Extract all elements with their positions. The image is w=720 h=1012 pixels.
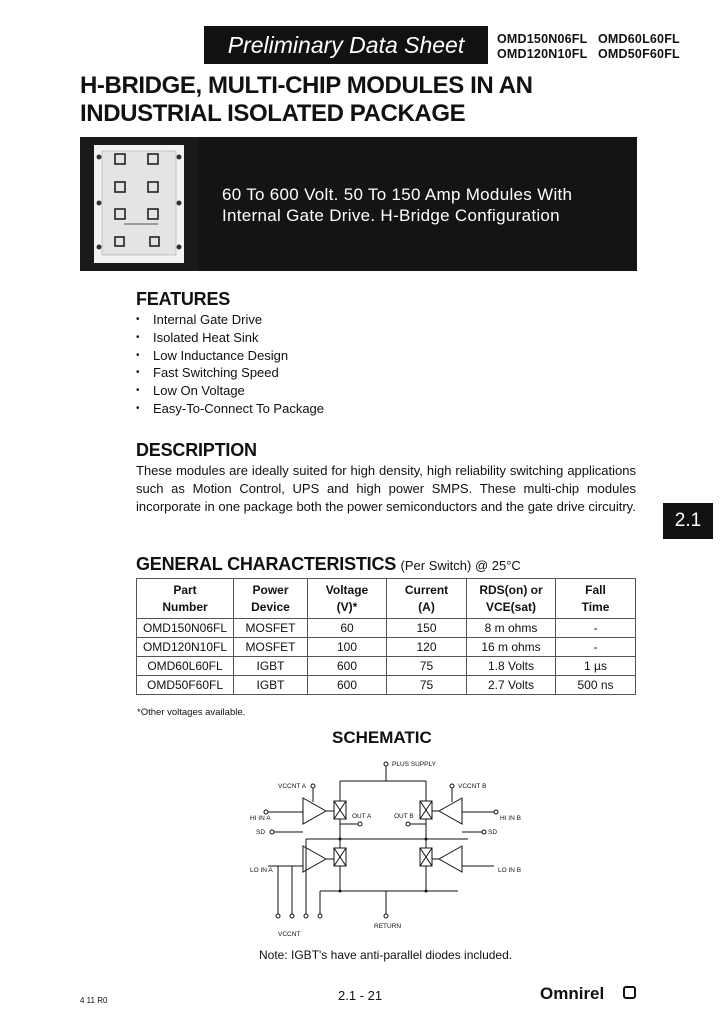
table-cell: 600: [308, 676, 387, 695]
table-header-row: [137, 579, 636, 619]
table-row: [137, 638, 636, 657]
column-header: Current (A): [387, 579, 467, 619]
label-return: RETURN: [374, 923, 402, 930]
brand-name: Omnirel: [540, 984, 605, 1003]
driver-lo-b: [439, 846, 462, 872]
schematic-title: SCHEMATIC: [332, 728, 432, 747]
table-cell: 1.8 Volts: [467, 657, 556, 676]
table-cell: 75: [387, 657, 467, 676]
table-cell: 60: [308, 619, 387, 638]
characteristics-title: GENERAL CHARACTERISTICS: [136, 554, 397, 574]
label-out-b: OUT B: [394, 813, 414, 820]
features-list: [136, 311, 536, 418]
part-code: OMD50F60FL: [598, 47, 680, 61]
table-cell: MOSFET: [234, 619, 308, 638]
label-hi-in-a: HI IN A: [250, 815, 271, 822]
table-cell: 150: [387, 619, 467, 638]
driver-hi-a: [303, 798, 326, 824]
label-vccnt-a: VCCNT A: [278, 783, 307, 790]
characteristics-table: [136, 578, 636, 695]
table-footnote: *Other voltages available.: [137, 707, 246, 718]
table-cell: IGBT: [234, 676, 308, 695]
label-vccnt-b: VCCNT B: [458, 783, 487, 790]
page-number: 2.1 - 21: [338, 988, 383, 1003]
schematic-diagram: [248, 756, 528, 941]
table-cell: 500 ns: [556, 676, 636, 695]
feature-item: • Easy-To-Connect To Package: [136, 400, 536, 418]
table-cell: IGBT: [234, 657, 308, 676]
table-cell: 16 m ohms: [467, 638, 556, 657]
column-header: Voltage (V)*: [308, 579, 387, 619]
footer-code: 4 11 R0: [80, 996, 108, 1005]
schematic-note: Note: IGBT's have anti-parallel diodes included.: [259, 948, 513, 962]
table-cell: 8 m ohms: [467, 619, 556, 638]
table-row: [137, 619, 636, 638]
banner-text: [222, 184, 632, 226]
features-title: FEATURES: [136, 289, 231, 309]
table-cell: OMD60L60FL: [137, 657, 234, 676]
characteristics-subtitle: (Per Switch) @ 25°C: [400, 558, 521, 573]
table-cell: -: [556, 619, 636, 638]
module-photo-graphic: [80, 137, 198, 271]
part-code: OMD120N10FL: [497, 47, 588, 61]
column-header: RDS(on) or VCE(sat): [467, 579, 556, 619]
column-header: Power Device: [234, 579, 308, 619]
label-out-a: OUT A: [352, 813, 372, 820]
table-row: [137, 676, 636, 695]
table-cell: OMD50F60FL: [137, 676, 234, 695]
section-tab: 2.1: [663, 503, 713, 539]
feature-item: • Isolated Heat Sink: [136, 329, 536, 347]
column-header: Fall Time: [556, 579, 636, 619]
heading-line: INDUSTRIAL ISOLATED PACKAGE: [80, 100, 466, 127]
characteristics-heading: [136, 554, 521, 575]
main-heading: [80, 72, 640, 128]
label-vccnt: VCCNT: [278, 931, 301, 938]
label-hi-in-b: HI IN B: [500, 815, 521, 822]
label-lo-in-b: LO IN B: [498, 867, 522, 874]
table-cell: 1 µs: [556, 657, 636, 676]
banner-line: 60 To 600 Volt. 50 To 150 Amp Modules With: [222, 185, 573, 204]
table-cell: 2.7 Volts: [467, 676, 556, 695]
feature-item: • Low Inductance Design: [136, 347, 536, 365]
document-title: Preliminary Data Sheet: [227, 32, 465, 58]
brand-logo-icon: [623, 986, 636, 999]
feature-item: • Low On Voltage: [136, 382, 536, 400]
part-code: OMD150N06FL: [497, 32, 588, 46]
table-cell: OMD120N10FL: [137, 638, 234, 657]
table-cell: 100: [308, 638, 387, 657]
label-sd-a: SD: [256, 829, 266, 836]
banner-line: Internal Gate Drive. H-Bridge Configuration: [222, 206, 560, 225]
table-cell: -: [556, 638, 636, 657]
table-row: [137, 657, 636, 676]
table-cell: 600: [308, 657, 387, 676]
label-lo-in-a: LO IN A: [250, 867, 273, 874]
driver-hi-b: [439, 798, 462, 824]
module-photo: [80, 137, 198, 271]
label-plus-supply: PLUS SUPPLY: [392, 761, 436, 768]
table-cell: OMD150N06FL: [137, 619, 234, 638]
feature-item: • Fast Switching Speed: [136, 364, 536, 382]
table-cell: 75: [387, 676, 467, 695]
label-sd-b: SD: [488, 829, 498, 836]
column-header: Part Number: [137, 579, 234, 619]
description-text: These modules are ideally suited for high density, high reliability switching applications such as Motion Control, UPS and high power SMPS. These multi-chip modules incorporate in one package both the power semiconductors and the gate drive circuitry.: [136, 463, 636, 514]
document-title-box: [204, 26, 488, 64]
part-code: OMD60L60FL: [598, 32, 680, 46]
heading-line: H-BRIDGE, MULTI-CHIP MODULES IN AN: [80, 72, 533, 99]
table-cell: MOSFET: [234, 638, 308, 657]
table-cell: 120: [387, 638, 467, 657]
feature-item: • Internal Gate Drive: [136, 311, 536, 329]
description-title: DESCRIPTION: [136, 440, 257, 460]
